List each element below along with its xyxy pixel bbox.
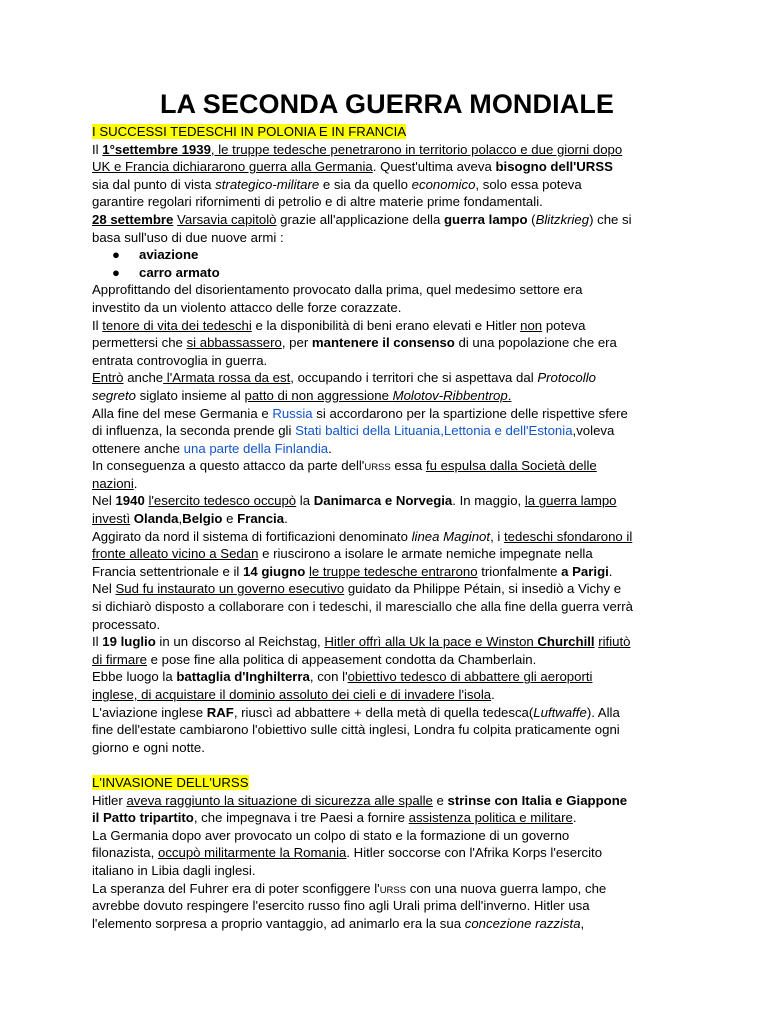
paragraph-line [92,809,692,827]
paragraph-line [92,211,692,229]
text-run: Francia [237,511,285,527]
text-run: e pose fine alla politica di appeasement condotta da Chamberlain. [146,651,537,667]
text-run: Francia settentrionale e il [92,563,243,579]
text-run: Varsavia capitolò [177,211,277,227]
text-run: patto di non aggressione [244,387,393,403]
text-run: a Parigi [561,563,609,579]
text-run: sia dal punto di vista [92,176,216,192]
document-title: LA SECONDA GUERRA MONDIALE [159,89,615,119]
text-run: Hitler [92,792,127,808]
text-run: segreto [92,387,136,403]
paragraph-line [92,827,692,845]
text-run: guerra lampo [443,211,528,227]
text-run: ottenere anche [92,440,184,456]
text-run: le truppe tedesche entrarono [308,563,478,579]
text-run: con una nuova guerra lampo, che [406,880,607,896]
section-heading-line [92,123,692,141]
paragraph-line [92,352,692,370]
text-run: . [284,511,288,527]
paragraph-line [92,563,692,581]
text-run: e la disponibilità di beni erano elevati e Hitler [251,317,521,333]
paragraph-line [92,739,692,757]
text-run: , le truppe tedesche penetrarono in territorio polacco e due giorni dopo [210,141,623,157]
text-run: si accordarono per la spartizione delle rispettive sfere [312,405,628,421]
text-run: . [328,440,332,456]
paragraph-line [92,915,692,933]
text-run: l'elemento sorpresa a proprio vantaggio, ad animarlo era la sua [92,915,465,931]
paragraph-line [92,141,692,159]
text-run: giorno e ogni notte. [92,739,205,755]
text-run: trionfalmente [477,563,562,579]
paragraph-line [92,492,692,510]
text-run: di una popolazione che era [454,335,617,351]
paragraph-line [92,176,692,194]
text-run: concezione razzista [464,915,581,931]
text-run: Blitzkrieg [535,211,590,227]
text-run: strategico-militare [215,176,320,192]
text-run: in un discorso al Reichstag, [155,634,325,650]
paragraph-line [92,387,692,405]
text-run: tenore di vita dei tedeschi [102,317,252,333]
text-run: e [432,792,448,808]
text-run: fronte alleato vicino a Sedan [92,546,259,562]
text-run: Il [92,634,103,650]
text-run: si dichiarò disposto a collaborare con i tedeschi, il maresciallo che alla fine della guerra verrà [92,599,633,615]
text-run: basa sull'uso di due nuove armi : [92,229,284,245]
text-run: 1°settembre 1939 [102,141,211,157]
text-run: carro armato [139,264,220,280]
text-run: garantire regolari rifornimenti di petrolio e di altre materie prime fondamentali. [92,194,543,210]
paragraph-line [92,792,692,810]
text-run: , occupando i territori che si aspettava dal [290,370,538,386]
text-run: ). Alla [586,704,620,720]
text-run: una parte della Finlandia [183,440,329,456]
section-heading: L'INVASIONE DELL'URSS [92,774,249,790]
text-run: avrebbe dovuto respingere l'esercito russo fino agli Urali prima dell'inverno. Hitler usa [92,898,590,914]
text-run: il Patto tripartito [92,810,194,826]
text-run: guidato da Philippe Pétain, si insediò a Vichy e [344,581,622,597]
text-run: 1940 [115,493,145,509]
text-run: Il [92,141,103,157]
bullet-icon: ● [112,247,120,263]
text-run: Russia [272,405,313,421]
paragraph-line [92,317,692,335]
text-run: Danimarca e Norvegia [313,493,453,509]
text-run: . [507,387,512,403]
text-run: poteva [542,317,586,333]
text-run: l'esercito tedesco occupò [148,493,297,509]
text-run: assistenza politica e militare [408,810,573,826]
paragraph-line [92,457,692,475]
paragraph-line [92,633,692,651]
text-run: permettersi che [92,335,187,351]
text-run: URSS [379,884,407,896]
text-run: , [178,511,183,527]
paragraph-line [92,616,692,634]
text-run: e riuscirono a isolare le armate nemiche impegnate nella [258,546,593,562]
text-run: bisogno dell'URSS [495,159,613,175]
paragraph-line [92,545,692,563]
text-run: economico [411,176,476,192]
text-run: ( [527,211,536,227]
section-heading: I SUCCESSI TEDESCHI IN POLONIA E IN FRANCIA [92,124,407,139]
text-run: . [572,810,577,826]
text-run: italiano in Libia dagli inglesi. [92,862,256,878]
document-body [92,123,692,932]
paragraph-line [92,229,692,247]
text-run: investì [92,511,131,527]
text-run: . [608,563,613,579]
text-run: Stati baltici della Lituania,Lettonia e dell'Estonia [295,423,573,439]
text-run: , [580,915,585,931]
text-run: essa [390,458,426,474]
paragraph-line [92,686,692,704]
text-run: e [222,511,238,527]
text-run: Luftwaffe [533,704,587,720]
text-run: inglese, di acquistare il dominio assoluto dei cieli e di invadere l'isola [92,687,492,702]
text-run: . Hitler soccorse con l'Afrika Korps l'esercito [346,845,603,861]
paragraph-line [92,440,692,458]
paragraph-line [92,475,692,493]
bullet-item [92,246,692,264]
text-run: di firmare [92,651,147,667]
bullet-icon: ● [112,264,120,280]
text-run: rifiutò [598,634,631,650]
text-run: Belgio [182,511,223,527]
paragraph-line [92,844,692,862]
text-run: . [133,475,138,491]
text-run: , per [281,335,312,351]
text-run: ,voleva [572,423,615,439]
text-run: processato. [92,616,161,632]
paragraph-line [92,299,692,317]
section-heading-line [92,774,692,792]
text-run: grazie all'applicazione della [276,211,444,227]
text-run: , che impegnava i tre Paesi a fornire [193,810,409,826]
text-run: , solo essa poteva [475,176,582,192]
text-run: Olanda [133,511,179,527]
text-run: In conseguenza a questo attacco da parte dell' [92,458,365,474]
text-run: mantenere il consenso [311,335,455,351]
paragraph-line [92,721,692,739]
text-run: Protocollo [537,370,596,386]
text-run: 14 giugno [243,563,306,579]
text-run: Alla fine del mese Germania e [92,405,273,421]
text-run: UK e Francia dichiararono guerra alla Germania [92,159,373,175]
text-run: si abbassassero [186,335,282,351]
text-run: occupò militarmente la Romania [157,845,347,861]
text-run: non [520,317,543,333]
text-run: linea Maginot [411,528,491,544]
text-run: . In maggio, [452,493,525,509]
text-run: anche [123,370,164,386]
text-run: L'aviazione inglese [92,704,207,720]
bullet-item [92,264,692,282]
text-run: . Quest'ultima aveva [372,159,496,175]
paragraph-line [92,704,692,722]
text-run: , riuscì ad abbattere + della metà di quella tedesca( [233,704,534,720]
text-run: Nel [92,493,116,509]
text-run: nazioni [92,475,134,491]
text-run: entrata controvoglia in guerra. [92,352,268,368]
text-run: , i [490,528,504,544]
text-run: aviazione [139,247,199,263]
text-run: la guerra lampo [524,493,617,509]
text-run: Molotov-Ribbentrop [392,387,508,403]
paragraph-line [92,880,692,898]
text-run: La Germania dopo aver provocato un colpo di stato e la formazione di un governo [92,827,570,843]
text-run: fu espulsa dalla Società delle [425,458,597,474]
paragraph-line [92,580,692,598]
paragraph-line [92,158,692,176]
text-run: Ebbe luogo la [92,669,177,685]
text-run: obiettivo tedesco di abbattere gli aeroporti [347,669,593,685]
paragraph-line [92,510,692,528]
paragraph-line [92,334,692,352]
text-run: l'Armata rossa da est [163,370,291,386]
text-run: investito da un violento attacco delle forze corazzate. [92,299,402,315]
text-run: URSS [364,462,391,474]
paragraph-line [92,422,692,440]
text-run: , con l' [309,669,348,685]
text-run: aveva raggiunto la situazione di sicurezza alle spalle [126,792,433,808]
text-run: battaglia d'Inghilterra [176,669,310,685]
text-run: la [296,493,314,509]
paragraph-line [92,528,692,546]
paragraph-line [92,897,692,915]
text-run: e sia da quello [319,176,412,192]
text-run: ) che si [589,211,632,227]
paragraph-line [92,369,692,387]
text-run: Churchill [537,634,595,650]
text-run: La speranza del Fuhrer era di poter sconfiggere l' [92,880,380,896]
text-run: di influenza, la seconda prende gli [92,423,296,439]
text-run: tedeschi sfondarono il [503,528,633,544]
text-run: 19 luglio [102,634,156,650]
paragraph-spacer [92,756,692,774]
text-run: RAF [206,704,234,720]
paragraph-line [92,651,692,669]
text-run: Hitler offrì alla Uk la pace e Winston [324,634,538,650]
paragraph-line [92,668,692,686]
paragraph-line [92,281,692,299]
text-run: Entrò [92,370,124,386]
paragraph-line [92,193,692,211]
text-run: fine dell'estate cambiarono l'obiettivo sulle città inglesi, Londra fu colpita praticamente ogni [92,722,620,738]
text-run: . [491,687,495,702]
text-run: 28 settembre [92,211,174,227]
text-run: Nel [92,581,116,597]
text-run: Sud fu instaurato un governo esecutivo [115,581,345,597]
text-run: filonazista, [92,845,158,861]
text-run: Approfittando del disorientamento provocato dalla prima, quel medesimo settore era [92,282,583,298]
paragraph-line [92,405,692,423]
text-run: Il [92,317,103,333]
text-run: strinse con Italia e Giappone [447,792,628,808]
paragraph-line [92,598,692,616]
text-run: siglato insieme al [136,387,245,403]
text-run: Aggirato da nord il sistema di fortificazioni denominato [92,528,412,544]
paragraph-line [92,862,692,880]
